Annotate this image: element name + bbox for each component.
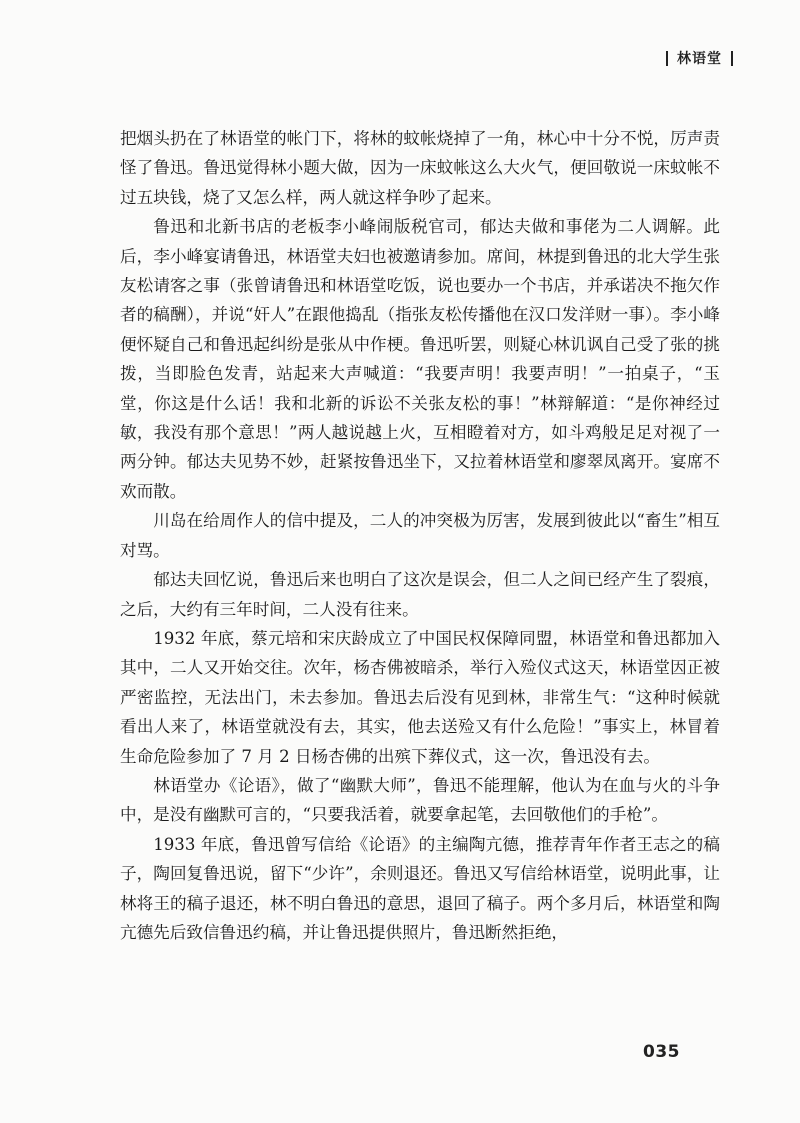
paragraph: 川岛在给周作人的信中提及，二人的冲突极为厉害，发展到彼此以“畜生”相互对骂。: [120, 511, 720, 560]
paragraph: 林语堂办《论语》，做了“幽默大师”，鲁迅不能理解，他认为在血与火的斗争中，是没有幽默可言的，“只要我活着，就要拿起笔，去回敬他们的手枪”。: [120, 775, 720, 825]
paragraph: 郁达夫回忆说，鲁迅后来也明白了这次是误会，但二人之间已经产生了裂痕，之后，大约有三年时间，二人没有往来。: [120, 570, 720, 619]
paragraph: 1932 年底，蔡元培和宋庆龄成立了中国民权保障同盟，林语堂和鲁迅都加入其中，二人又开始交往。次年，杨杏佛被暗杀，举行入殓仪式这天，林语堂因正被严密监控，无法出门，未去参加。鲁迅去后没有见到林，非常生气：“这种时候就看出人来了，林语堂就没有去，其实，他去送殓又有什么危险！”事实上，林冒着生命危险参加了 7 月 2 日杨杏佛的出殡下葬仪式，这一次，鲁迅没有去。: [120, 628, 720, 766]
header-title: 林语堂: [677, 51, 722, 67]
header-bar-left: [666, 51, 668, 66]
running-header: [657, 48, 742, 68]
body-text: [120, 124, 720, 947]
paragraph: 鲁迅和北新书店的老板李小峰闹版税官司，郁达夫做和事佬为二人调解。此后，李小峰宴请鲁迅，林语堂夫妇也被邀请参加。席间，林提到鲁迅的北大学生张友松请客之事（张曾请鲁迅和林语堂吃饭，说也要办一个书店，并承诺决不拖欠作者的稿酬），并说“奸人”在跟他捣乱（指张友松传播他在汉口发洋财一事）。李小峰便怀疑自己和鲁迅起纠纷是张从中作梗。鲁迅听罢，则疑心林讥讽自己受了张的挑拨，当即脸色发青，站起来大声喊道：“我要声明！我要声明！”一拍桌子，“玉堂，你这是什么话！我和北新的诉讼不关张友松的事！”林辩解道：“是你神经过敏，我没有那个意思！”两人越说越上火，互相瞪着对方，如斗鸡般足足对视了一两分钟。郁达夫见势不妙，赶紧按鲁迅坐下，又拉着林语堂和廖翠凤离开。宴席不欢而散。: [120, 217, 720, 501]
paragraph: 把烟头扔在了林语堂的帐门下，将林的蚊帐烧掉了一角，林心中十分不悦，厉声责怪了鲁迅。鲁迅觉得林小题大做，因为一床蚊帐这么大火气，便回敬说一床蚊帐不过五块钱，烧了又怎么样，两人就这样争吵了起来。: [120, 129, 720, 207]
page-number: 035: [643, 1042, 680, 1062]
paragraph: 1933 年底，鲁迅曾写信给《论语》的主编陶亢德，推荐青年作者王志之的稿子，陶回复鲁迅说，留下“少许”，余则退还。鲁迅又写信给林语堂，说明此事，让林将王的稿子退还，林不明白鲁迅的意思，退回了稿子。两个多月后，林语堂和陶亢德先后致信鲁迅约稿，并让鲁迅提供照片，鲁迅断然拒绝，: [120, 834, 720, 942]
header-bar-right: [731, 51, 733, 66]
